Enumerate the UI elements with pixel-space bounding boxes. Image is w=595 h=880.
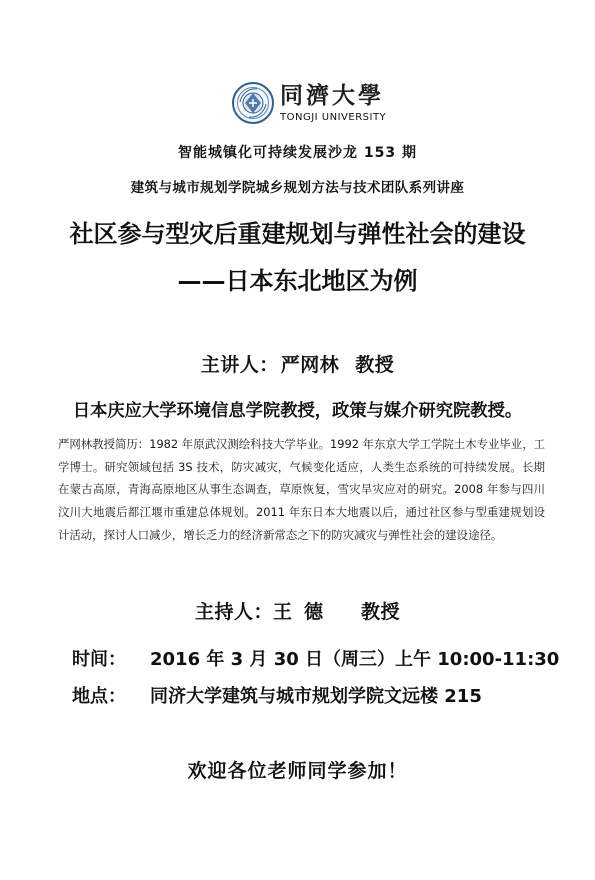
place-label: 地点： xyxy=(72,686,126,707)
lecture-series-title: 建筑与城市规划学院城乡规划方法与技术团队系列讲座 xyxy=(130,180,465,196)
speaker-bio: 严网林教授简历：1982 年原武汉测绘科技大学毕业。1992 年东京大学工学院土木专业毕业，工学博士。研究领域包括 3S 技术，防灾减灾，气候变化适应，人类生态系统的可持续发展。长期在蒙古高原，青海高原地区从事生态调查，草原恢复，雪灾旱灾应对的研究。2008 年参与四川汶川大地震后都江堰市重建总体规划。2011 年东日本大地震以后，通过社区参与型重建规划设计活动，探讨人口减少，增长乏力的经济新常态之下的防灾减灾与弹性社会的建设途径。 xyxy=(58,437,545,542)
university-name-cn: 同濟大學 xyxy=(280,82,384,109)
speaker-heading xyxy=(0,351,595,379)
host-heading xyxy=(0,598,595,626)
place-value: 同济大学建筑与城市规划学院文远楼 215 xyxy=(150,686,482,707)
salon-title: 智能城镇化可持续发展沙龙 153 期 xyxy=(178,145,417,161)
speaker-label: 主讲人： xyxy=(200,354,279,376)
host-title: 教授 xyxy=(361,601,401,623)
university-logo xyxy=(232,82,387,128)
host-name: 王德 xyxy=(272,601,335,623)
speaker-name: 严网林 xyxy=(280,354,340,376)
time-value: 2016 年 3 月 30 日（周三）上午 10:00-11:30 xyxy=(150,649,560,670)
event-time-row xyxy=(72,646,559,674)
host-label: 主持人： xyxy=(194,601,273,623)
speaker-title: 教授 xyxy=(355,354,395,376)
university-seal-icon xyxy=(232,82,274,124)
welcome-message: 欢迎各位老师同学参加！ xyxy=(187,760,408,782)
speaker-affiliation: 日本庆应大学环境信息学院教授，政策与媒介研究院教授。 xyxy=(72,401,523,421)
time-label: 时间： xyxy=(72,649,126,670)
event-place-row xyxy=(72,683,482,711)
university-name-en: TONGJI UNIVERSITY xyxy=(280,112,387,123)
lecture-title: 社区参与型灾后重建规划与弹性社会的建设 xyxy=(69,220,526,248)
lecture-subtitle: ——日本东北地区为例 xyxy=(177,267,418,295)
